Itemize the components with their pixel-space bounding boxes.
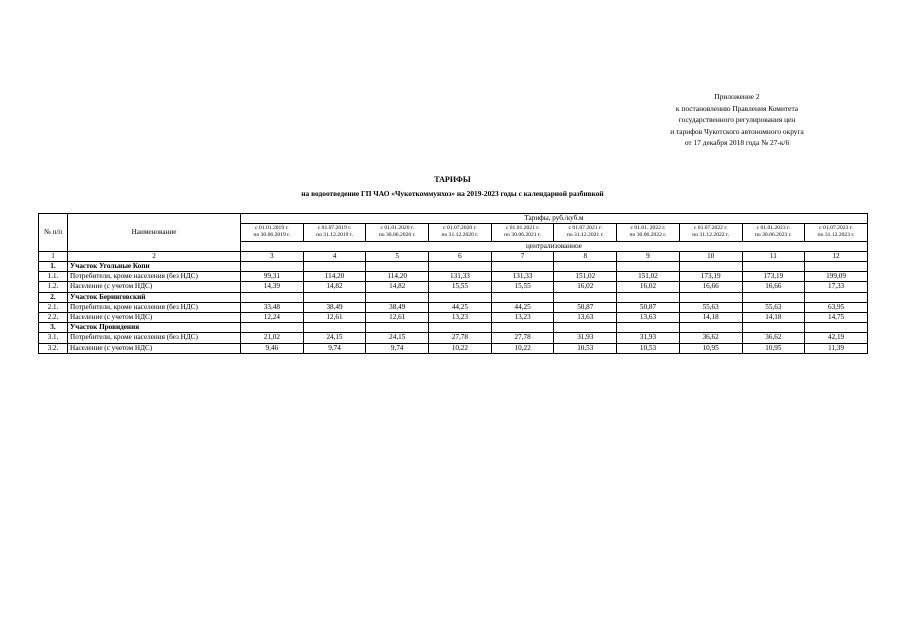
tariff-value: 14,18 [679, 313, 742, 323]
tariff-value: 12,61 [303, 313, 366, 323]
tariff-value: 14,82 [366, 282, 429, 292]
row-name: Потребители, кроме населения (без НДС) [68, 302, 241, 312]
header-period [491, 224, 554, 241]
empty-cell [742, 292, 805, 302]
period-from: с 01.07.2019 г. [317, 225, 352, 232]
empty-cell [241, 323, 304, 333]
tariff-value: 10,22 [491, 343, 554, 353]
section-name: Участок Провидения [68, 323, 241, 333]
tariff-value: 10,53 [617, 343, 680, 353]
period-from: с 01.07.2021 г. [568, 225, 603, 232]
tariff-value: 12,61 [366, 313, 429, 323]
tariff-value: 55,63 [742, 302, 805, 312]
tariff-value: 131,33 [429, 272, 492, 282]
tariff-value: 173,19 [742, 272, 805, 282]
empty-cell [429, 292, 492, 302]
empty-cell [303, 292, 366, 302]
header-period [429, 224, 492, 241]
row-num: 2.2. [39, 313, 68, 323]
tariff-value: 15,55 [491, 282, 554, 292]
row-num: 2.1. [39, 302, 68, 312]
row-name: Потребители, кроме населения (без НДС) [68, 272, 241, 282]
tariff-value: 42,19 [805, 333, 868, 343]
tariff-value: 10,95 [742, 343, 805, 353]
tariff-value: 21,02 [241, 333, 304, 343]
tariff-value: 16,66 [679, 282, 742, 292]
section-name: Участок Угольные Копи [68, 262, 241, 272]
header-tariffs: Тарифы, руб./куб.м [241, 214, 868, 224]
empty-cell [742, 262, 805, 272]
tariff-value: 9,74 [366, 343, 429, 353]
row-num: 3.2. [39, 343, 68, 353]
period-from: с 01.01.2020 г. [380, 225, 414, 232]
empty-cell [303, 262, 366, 272]
tariff-value: 36,62 [742, 333, 805, 343]
header-period [742, 224, 805, 241]
empty-cell [805, 323, 868, 333]
appendix-line: к постановлению Правления Комитета [675, 103, 799, 113]
column-number: 7 [491, 251, 554, 261]
tariff-value: 24,15 [366, 333, 429, 343]
empty-cell [429, 262, 492, 272]
empty-cell [554, 262, 617, 272]
tariff-value: 27,78 [429, 333, 492, 343]
document-title [0, 174, 905, 199]
tariff-value: 24,15 [303, 333, 366, 343]
empty-cell [554, 323, 617, 333]
section-row [39, 292, 868, 302]
period-to: по 31.12.2023 г. [817, 232, 855, 239]
tariff-value: 16,66 [742, 282, 805, 292]
row-name: Население (с учетом НДС) [68, 282, 241, 292]
empty-cell [617, 292, 680, 302]
header-name: Наименование [68, 214, 241, 252]
column-number: 8 [554, 251, 617, 261]
table-row [39, 302, 868, 312]
column-number: 12 [805, 251, 868, 261]
tariff-value: 99,31 [241, 272, 304, 282]
header-period [554, 224, 617, 241]
row-name: Население (с учетом НДС) [68, 343, 241, 353]
header-row-column-numbers [39, 251, 868, 261]
empty-cell [679, 323, 742, 333]
header-period [805, 224, 868, 241]
appendix-line: от 17 декабря 2018 года № 27-к/6 [684, 138, 790, 147]
table-row [39, 313, 868, 323]
header-period [679, 224, 742, 241]
period-from: с 01.01.2023 г. [756, 225, 791, 232]
section-name: Участок Беринговский [68, 292, 241, 302]
section-num: 3. [39, 323, 68, 333]
header-row-tariffs [39, 214, 868, 224]
header-num: № п/п [39, 214, 68, 252]
empty-cell [805, 262, 868, 272]
empty-cell [241, 262, 304, 272]
tariff-value: 13,23 [491, 313, 554, 323]
column-number: 2 [68, 251, 241, 261]
tariff-value: 55,63 [679, 302, 742, 312]
tariff-value: 16,02 [554, 282, 617, 292]
tariff-value: 13,63 [617, 313, 680, 323]
tariff-value: 10,22 [429, 343, 492, 353]
period-from: с 01.07.2020 г. [443, 225, 477, 232]
empty-cell [366, 262, 429, 272]
tariff-value: 63,95 [805, 302, 868, 312]
tariff-value: 151,02 [617, 272, 680, 282]
column-number: 4 [303, 251, 366, 261]
empty-cell [679, 292, 742, 302]
empty-cell [429, 323, 492, 333]
tariff-value: 9,74 [303, 343, 366, 353]
table-row [39, 333, 868, 343]
row-num: 1.1. [39, 272, 68, 282]
table-row [39, 282, 868, 292]
tariff-value: 36,62 [679, 333, 742, 343]
empty-cell [241, 292, 304, 302]
period-to: по 31.12.2022 г. [692, 232, 730, 239]
appendix-line: и тарифов Чукотского автономного округа [670, 126, 804, 136]
row-num: 1.2. [39, 282, 68, 292]
tariff-value: 50,87 [617, 302, 680, 312]
section-num: 2. [39, 292, 68, 302]
empty-cell [366, 292, 429, 302]
tariff-value: 16,02 [617, 282, 680, 292]
table-row [39, 343, 868, 353]
period-from: с 01.01.2019 г. [255, 225, 289, 232]
period-from: с 01.01.2021 г. [505, 225, 540, 232]
empty-cell [554, 292, 617, 302]
header-period [241, 224, 304, 241]
tariff-value: 14,82 [303, 282, 366, 292]
tariff-value: 173,19 [679, 272, 742, 282]
empty-cell [366, 323, 429, 333]
period-to: по 30.06.2021 г. [504, 232, 541, 239]
tariff-value: 14,18 [742, 313, 805, 323]
tariff-value: 44,25 [491, 302, 554, 312]
column-number: 10 [679, 251, 742, 261]
period-to: по 31.12.2020 г. [441, 232, 479, 239]
tariff-value: 13,63 [554, 313, 617, 323]
section-row [39, 262, 868, 272]
column-number: 1 [39, 251, 68, 261]
empty-cell [491, 262, 554, 272]
column-number: 5 [366, 251, 429, 261]
tariff-value: 44,25 [429, 302, 492, 312]
period-to: по 31.12.2019 г. [316, 232, 353, 239]
tariff-value: 31,93 [617, 333, 680, 343]
tariff-value: 10,53 [554, 343, 617, 353]
column-number: 9 [617, 251, 680, 261]
tariff-value: 114,20 [366, 272, 429, 282]
tariff-value: 50,87 [554, 302, 617, 312]
title-subtitle: на водоотведение ГП ЧАО «Чукоткоммунхоз» на 2019-2023 годы с календарной разбивкой [301, 189, 604, 198]
tariff-value: 12,24 [241, 313, 304, 323]
tariff-value: 15,55 [429, 282, 492, 292]
tariff-value: 11,39 [805, 343, 868, 353]
tariff-value: 27,78 [491, 333, 554, 343]
empty-cell [742, 323, 805, 333]
header-period [366, 224, 429, 241]
appendix-line: государственного регулирования цен [678, 115, 796, 124]
header-period [617, 224, 680, 241]
period-to: по 30.06.2020 г. [378, 232, 416, 239]
column-number: 3 [241, 251, 304, 261]
period-from: с 01.07.2022 г. [693, 225, 728, 232]
appendix-line: Приложение 2 [714, 92, 760, 101]
tariff-value: 13,23 [429, 313, 492, 323]
tariffs-table [38, 213, 868, 354]
tariff-value: 131,33 [491, 272, 554, 282]
row-num: 3.1. [39, 333, 68, 343]
period-to: по 30.06.2019 г. [253, 232, 291, 239]
period-to: по 30.06.2022 г. [629, 232, 667, 239]
header-period [303, 224, 366, 241]
period-from: с 01.01. 2022 г. [630, 225, 666, 232]
empty-cell [491, 292, 554, 302]
tariff-value: 199,09 [805, 272, 868, 282]
empty-cell [617, 262, 680, 272]
empty-cell [303, 323, 366, 333]
tariff-value: 10,95 [679, 343, 742, 353]
title-main: ТАРИФЫ [434, 175, 471, 184]
period-to: по 31.12.2021 г. [566, 232, 604, 239]
table-row [39, 272, 868, 282]
row-name: Потребители, кроме населения (без НДС) [68, 333, 241, 343]
period-from: с 01.07.2023 г. [819, 225, 853, 232]
empty-cell [491, 323, 554, 333]
empty-cell [679, 262, 742, 272]
column-number: 11 [742, 251, 805, 261]
tariff-value: 9,46 [241, 343, 304, 353]
appendix-note [627, 91, 847, 149]
section-row [39, 323, 868, 333]
tariff-value: 17,33 [805, 282, 868, 292]
tariff-value: 38,49 [303, 302, 366, 312]
column-number: 6 [429, 251, 492, 261]
period-to: по 30.06.2023 г. [754, 232, 792, 239]
section-num: 1. [39, 262, 68, 272]
tariff-value: 14,75 [805, 313, 868, 323]
header-heating-type: централизованное [241, 241, 868, 251]
tariff-value: 31,93 [554, 333, 617, 343]
tariff-value: 33,48 [241, 302, 304, 312]
empty-cell [617, 323, 680, 333]
tariff-value: 114,20 [303, 272, 366, 282]
empty-cell [805, 292, 868, 302]
tariff-value: 14,39 [241, 282, 304, 292]
row-name: Население (с учетом НДС) [68, 313, 241, 323]
tariff-value: 38,49 [366, 302, 429, 312]
tariff-value: 151,02 [554, 272, 617, 282]
